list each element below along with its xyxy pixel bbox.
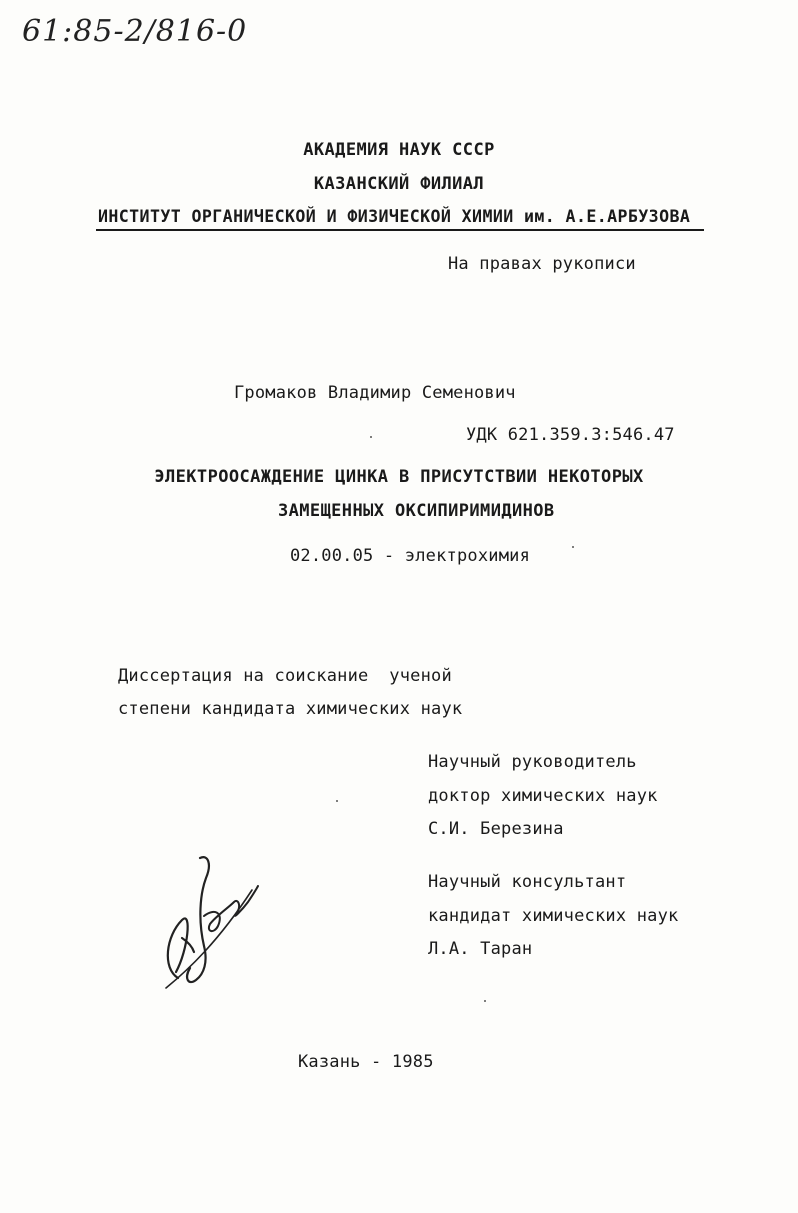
header-academy: АКАДЕМИЯ НАУК СССР <box>303 140 495 160</box>
consultant-role: Научный консультант <box>428 872 627 892</box>
rights-note: На правах рукописи <box>448 254 636 274</box>
header-underline <box>96 229 704 231</box>
scan-speck <box>572 546 574 548</box>
author-name: Громаков Владимир Семенович <box>234 383 516 403</box>
title-line-2: ЗАМЕЩЕННЫХ ОКСИПИРИМИДИНОВ <box>278 501 555 521</box>
specialty: 02.00.05 - электрохимия <box>290 546 531 566</box>
footer-city-year: Казань - 1985 <box>298 1052 434 1072</box>
supervisor-degree: доктор химических наук <box>428 786 658 806</box>
header-branch: КАЗАНСКИЙ ФИЛИАЛ <box>313 174 485 194</box>
archive-code-handwritten: 61:85-2/816-0 <box>22 14 248 49</box>
scan-speck <box>370 436 372 438</box>
dissertation-line-2: степени кандидата химических наук <box>118 699 463 719</box>
consultant-degree: кандидат химических наук <box>428 906 679 926</box>
supervisor-role: Научный руководитель <box>428 752 637 772</box>
scan-speck <box>484 1000 486 1002</box>
udc-code: УДК 621.359.3:546.47 <box>466 425 675 445</box>
supervisor-name: С.И. Березина <box>428 819 564 839</box>
consultant-name: Л.А. Таран <box>428 939 533 959</box>
scan-speck <box>336 800 338 802</box>
signature-mark <box>148 850 268 995</box>
header-institute: ИНСТИТУТ ОРГАНИЧЕСКОЙ И ФИЗИЧЕСКОЙ ХИМИИ им. А.Е.АРБУЗОВА <box>98 207 691 226</box>
dissertation-line-1: Диссертация на соискание ученой <box>118 666 452 686</box>
title-line-1: ЭЛЕКТРООСАЖДЕНИЕ ЦИНКА В ПРИСУТСТВИИ НЕКОТОРЫХ <box>154 467 644 487</box>
